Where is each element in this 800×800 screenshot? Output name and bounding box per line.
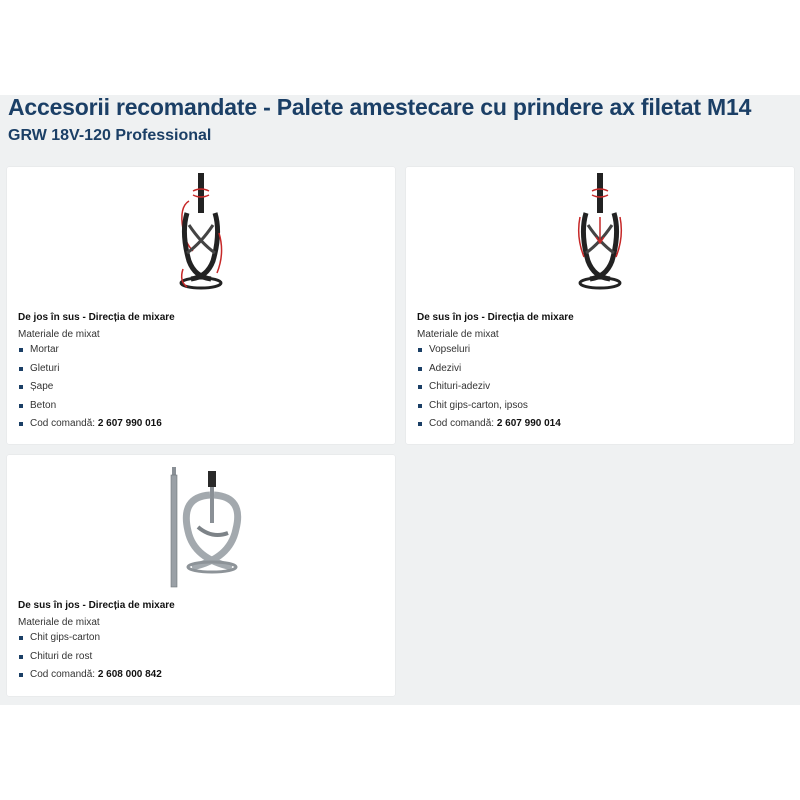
- materials-label: Materiale de mixat: [417, 329, 499, 340]
- list-item: Chit gips-carton, ipsos: [417, 400, 784, 419]
- mixing-direction-title: De sus în jos - Direcția de mixare: [417, 312, 574, 323]
- accessory-card-2[interactable]: [406, 167, 794, 444]
- list-item: Chit gips-carton: [18, 632, 385, 651]
- mixing-paddle-black-icon: [171, 173, 231, 297]
- order-code-label: Cod comandă:: [429, 418, 495, 429]
- mixing-paddle-black-icon: [570, 173, 630, 297]
- materials-list: [417, 344, 784, 437]
- order-code-value: 2 607 990 016: [97, 418, 162, 429]
- list-item: Adezivi: [417, 363, 784, 382]
- list-item: Chituri de rost: [18, 651, 385, 670]
- materials-label: Materiale de mixat: [18, 329, 100, 340]
- order-code-value: 2 607 990 014: [496, 418, 561, 429]
- materials-list: [18, 344, 385, 437]
- accessory-card-3[interactable]: [7, 455, 395, 696]
- accessory-card-1[interactable]: [7, 167, 395, 444]
- order-code-label: Cod comandă:: [30, 669, 96, 680]
- list-item: Beton: [18, 400, 385, 419]
- page-title: Accesorii recomandate - Palete amestecare cu prindere ax filetat M14: [8, 94, 752, 120]
- list-item: Chituri-adeziv: [417, 381, 784, 400]
- order-code-item: [417, 418, 784, 437]
- order-code-item: [18, 418, 385, 437]
- order-code-item: [18, 669, 385, 688]
- mixing-paddle-steel-icon: [158, 467, 248, 591]
- mixing-direction-title: De jos în sus - Direcția de mixare: [18, 312, 175, 323]
- materials-list: [18, 632, 385, 688]
- page-subtitle: GRW 18V-120 Professional: [8, 127, 212, 144]
- order-code-label: Cod comandă:: [30, 418, 96, 429]
- list-item: Gleturi: [18, 363, 385, 382]
- list-item: Șape: [18, 381, 385, 400]
- mixing-direction-title: De sus în jos - Direcția de mixare: [18, 600, 175, 611]
- materials-label: Materiale de mixat: [18, 617, 100, 628]
- list-item: Vopseluri: [417, 344, 784, 363]
- order-code-value: 2 608 000 842: [97, 669, 162, 680]
- list-item: Mortar: [18, 344, 385, 363]
